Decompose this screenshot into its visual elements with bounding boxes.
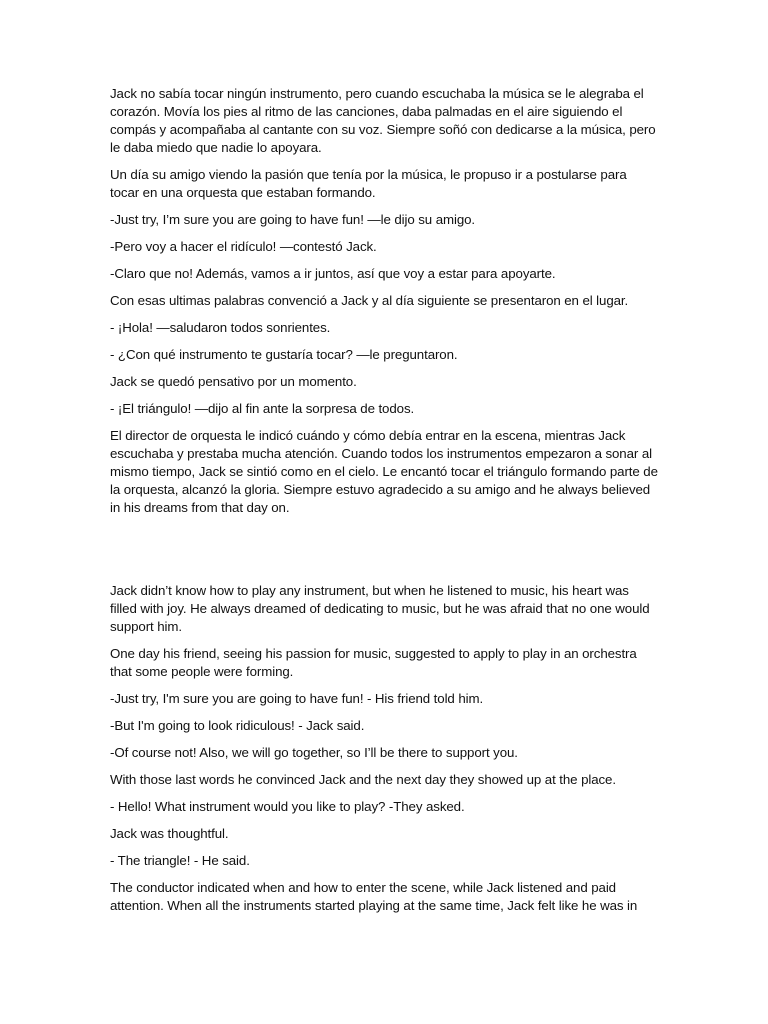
- paragraph-es-3: -Just try, I’m sure you are going to have fun! —le dijo su amigo.: [110, 212, 476, 227]
- paragraph-en-7: - Hello! What instrument would you like to play? -They asked.: [110, 799, 465, 814]
- paragraph-es-6: Con esas ultimas palabras convenció a Jack y al día siguiente se presentaron en el lugar.: [110, 293, 629, 308]
- paragraph-es-2: Un día su amigo viendo la pasión que tenía por la música, le propuso ir a postularse para tocar en una orquesta que estaban formando.: [110, 167, 627, 200]
- paragraph-en-3: -Just try, I'm sure you are going to have fun! - His friend told him.: [110, 691, 484, 706]
- paragraph-en-1: Jack didn’t know how to play any instrument, but when he listened to music, his heart was filled with joy. He always dreamed of dedicating to music, but he was afraid that no one would support him.: [110, 583, 650, 634]
- paragraph-es-11: El director de orquesta le indicó cuándo y cómo debía entrar en la escena, mientras Jack escuchaba y prestaba mucha atención. Cuando todos los instrumentos empezaron a sonar al mismo tiempo, Jack se sintió como en el cielo. Le encantó tocar el triángulo formando parte de la orquesta, alcanzó la gloria. Siempre estuvo agradecido a su amigo and he always believed in his dreams from that day on.: [110, 428, 658, 515]
- paragraph-es-7: - ¡Hola! —saludaron todos sonrientes.: [110, 320, 331, 335]
- paragraph-es-10: - ¡El triángulo! —dijo al fin ante la sorpresa de todos.: [110, 401, 415, 416]
- spanish-story: [110, 85, 658, 526]
- paragraph-es-4: -Pero voy a hacer el ridículo! —contestó Jack.: [110, 239, 377, 254]
- paragraph-es-9: Jack se quedó pensativo por un momento.: [110, 374, 357, 389]
- paragraph-es-1: Jack no sabía tocar ningún instrumento, pero cuando escuchaba la música se le alegraba el corazón. Movía los pies al ritmo de las canciones, daba palmadas en el aire siguiendo el compás y acompañaba al cantante con su voz. Siempre soñó con dedicarse a la música, pero le daba miedo que nadie lo apoyara.: [110, 86, 656, 155]
- paragraph-en-9: - The triangle! - He said.: [110, 853, 250, 868]
- paragraph-en-8: Jack was thoughtful.: [110, 826, 229, 841]
- paragraph-es-8: - ¿Con qué instrumento te gustaría tocar? —le preguntaron.: [110, 347, 458, 362]
- paragraph-en-5: -Of course not! Also, we will go together, so I’ll be there to support you.: [110, 745, 518, 760]
- paragraph-en-4: -But I'm going to look ridiculous! - Jack said.: [110, 718, 365, 733]
- paragraph-en-6: With those last words he convinced Jack and the next day they showed up at the place.: [110, 772, 616, 787]
- paragraph-es-5: -Claro que no! Además, vamos a ir juntos, así que voy a estar para apoyarte.: [110, 266, 556, 281]
- paragraph-en-10: The conductor indicated when and how to enter the scene, while Jack listened and paid attention. When all the instruments started playing at the same time, Jack felt like he was in: [110, 880, 638, 913]
- english-story: [110, 582, 658, 924]
- paragraph-en-2: One day his friend, seeing his passion for music, suggested to apply to play in an orchestra that some people were forming.: [110, 646, 637, 679]
